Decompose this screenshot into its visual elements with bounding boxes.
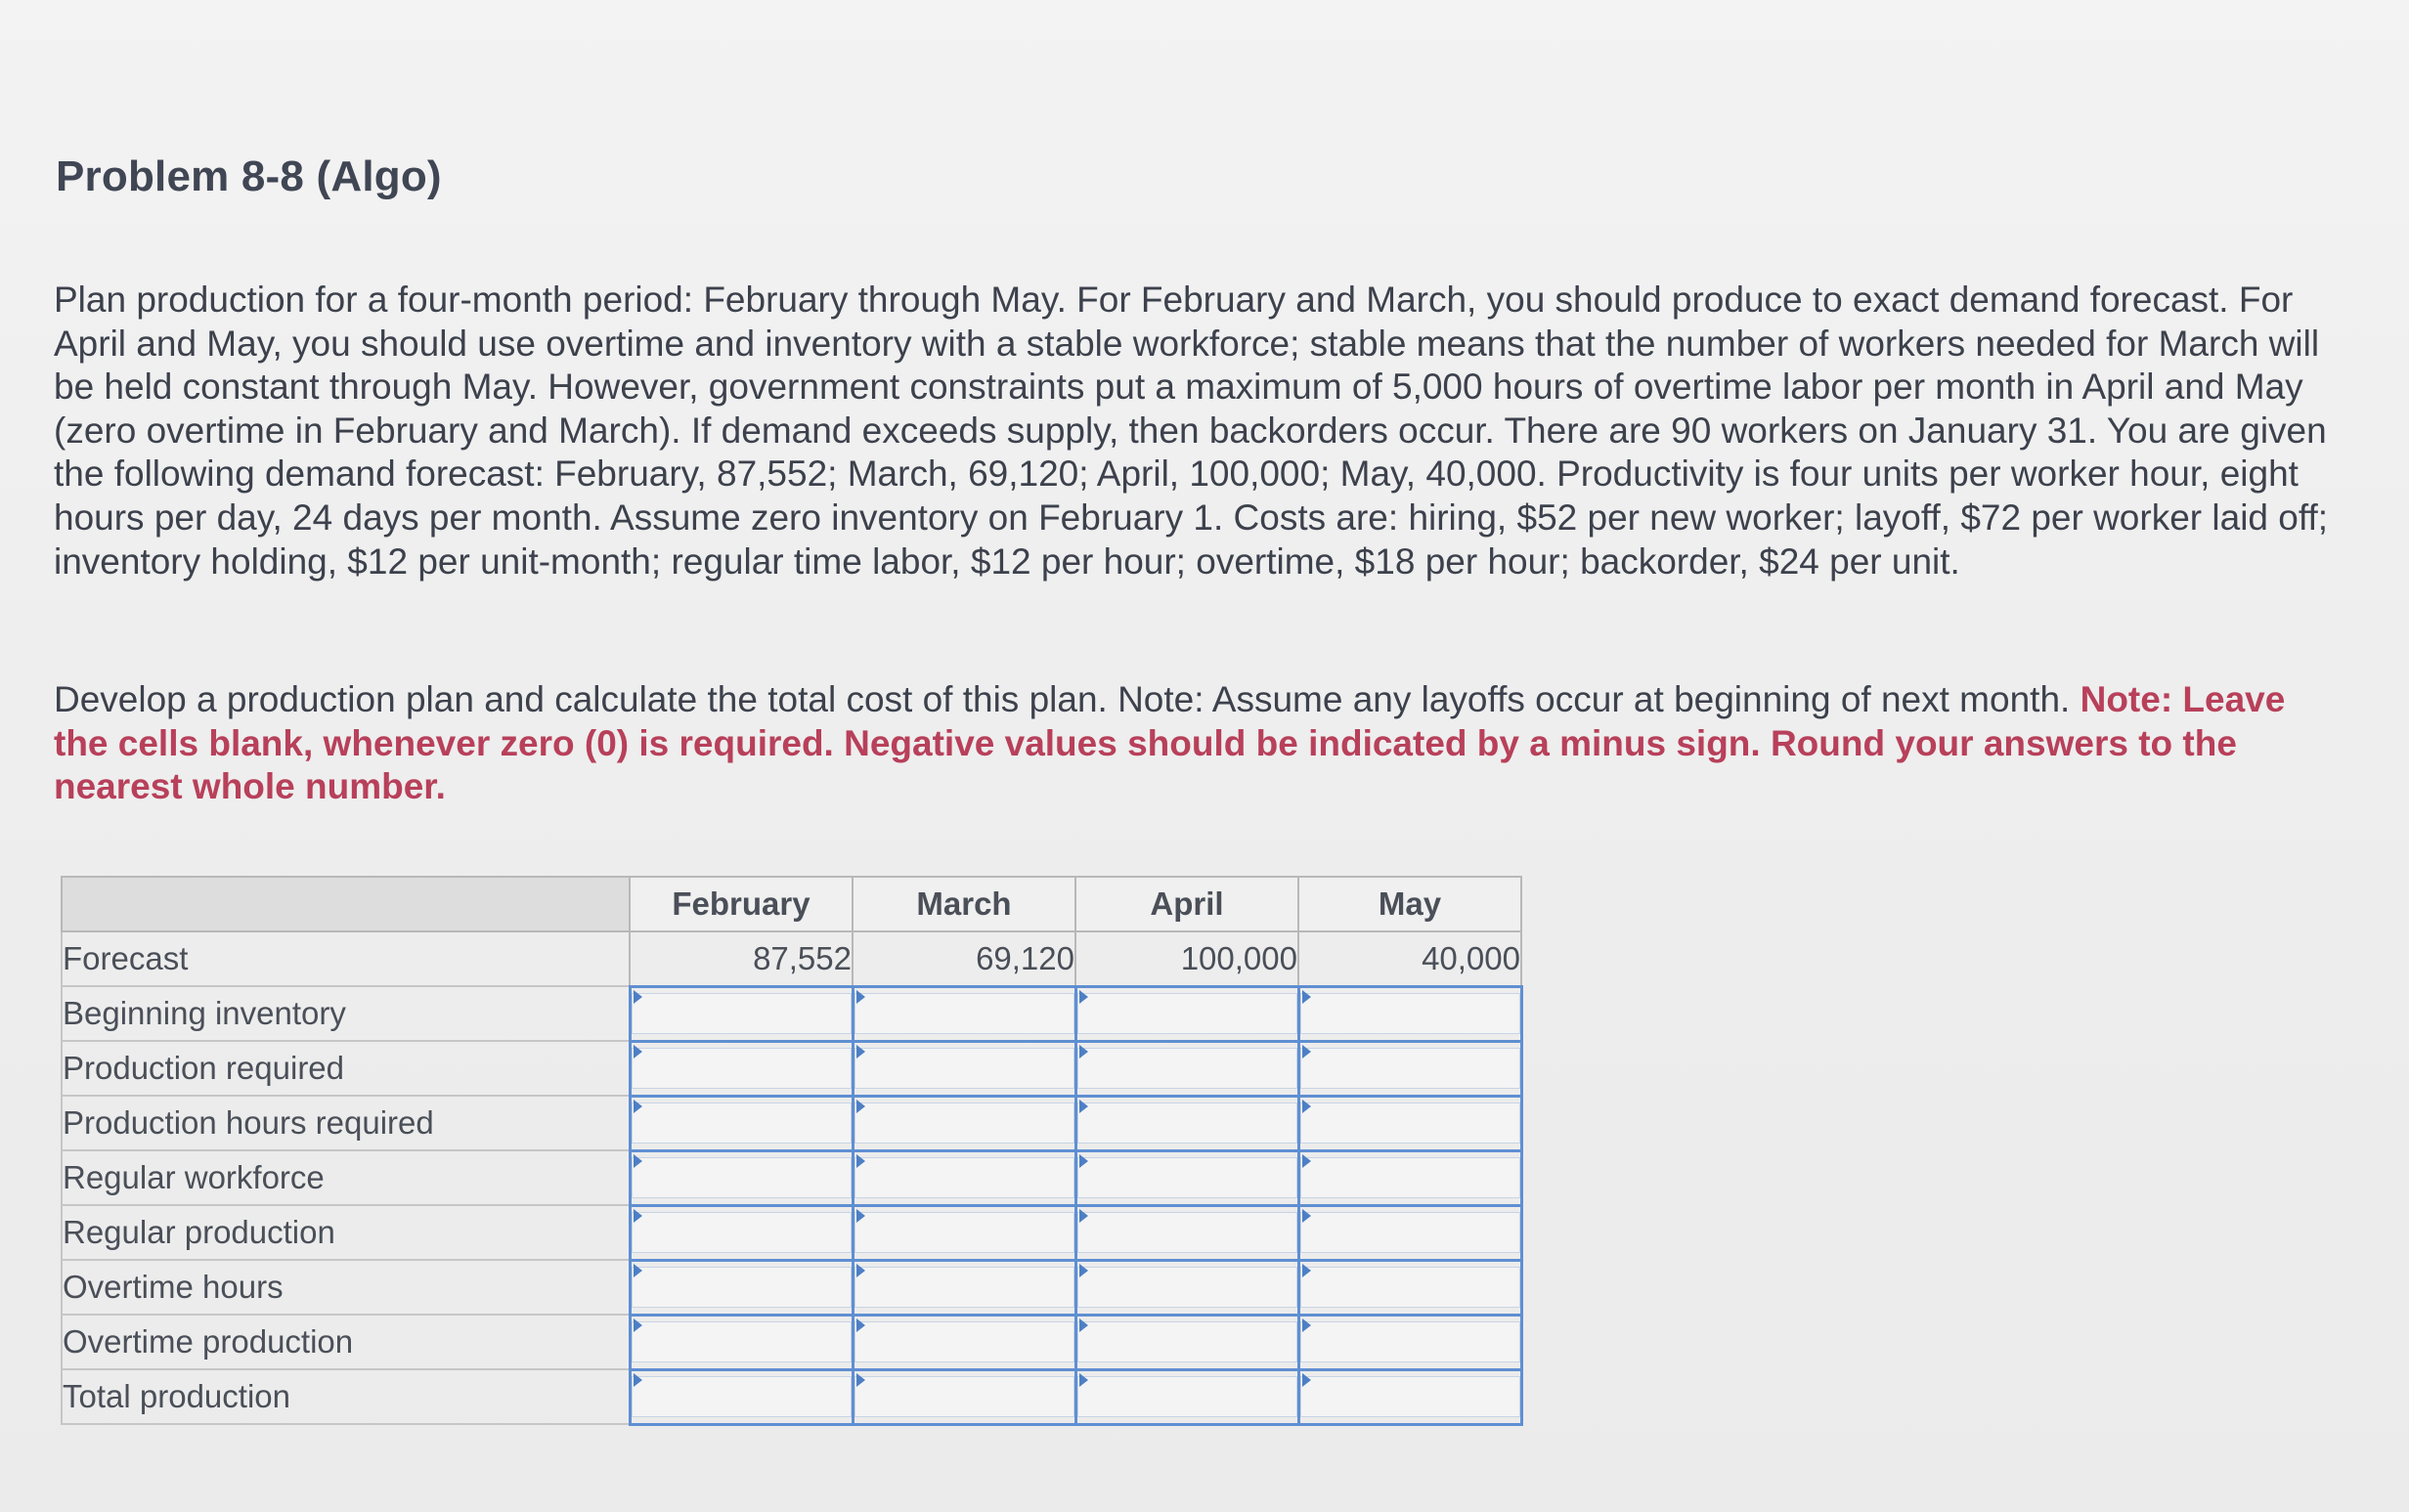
input-total-production-april[interactable]	[1077, 1376, 1297, 1417]
input-marker-icon	[856, 1373, 865, 1387]
input-marker-icon	[1302, 1045, 1311, 1058]
table-row-overtime-hours	[62, 1260, 1521, 1315]
input-regular-production-february[interactable]	[632, 1212, 852, 1253]
input-marker-icon	[634, 1045, 642, 1058]
input-overtime-production-february[interactable]	[632, 1321, 852, 1362]
cell-overtime-hours-february	[630, 1260, 853, 1315]
table-row-regular-production	[62, 1205, 1521, 1260]
cell-regular-production-april	[1075, 1205, 1298, 1260]
row-label-overtime-production: Overtime production	[62, 1315, 630, 1369]
input-marker-icon	[634, 1318, 642, 1332]
cell-beginning-inventory-february	[630, 986, 853, 1041]
cell-overtime-hours-march	[853, 1260, 1075, 1315]
row-label-overtime-hours: Overtime hours	[62, 1260, 630, 1315]
input-marker-icon	[1302, 1373, 1311, 1387]
input-production-hours-required-march[interactable]	[854, 1102, 1074, 1144]
input-total-production-february[interactable]	[632, 1376, 852, 1417]
input-regular-workforce-february[interactable]	[632, 1157, 852, 1198]
input-marker-icon	[1079, 1154, 1088, 1168]
input-overtime-production-may[interactable]	[1300, 1321, 1520, 1362]
input-marker-icon	[1302, 1264, 1311, 1277]
problem-description: Plan production for a four-month period: February through May. For February and March, you should produce to exact demand forecast. For April and May, you should use overtime and inventory with a stable workforce; stable means that the number of workers needed for March will be held constant through May. However, government constraints put a maximum of 5,000 hours of overtime labor per month in April and May (zero overtime in February and March). If demand exceeds supply, then backorders occur. There are 90 workers on January 31. You are given the following demand forecast: February, 87,552; March, 69,120; April, 100,000; May, 40,000. Productivity is four units per worker hour, eight hours per day, 24 days per month. Assume zero inventory on February 1. Costs are: hiring, $52 per new worker; layoff, $72 per worker laid off; inventory holding, $12 per unit-month; regular time labor, $12 per hour; overtime, $18 per hour; backorder, $24 per unit.	[54, 280, 2329, 582]
input-production-hours-required-february[interactable]	[632, 1102, 852, 1144]
cell-regular-production-march	[853, 1205, 1075, 1260]
input-beginning-inventory-february[interactable]	[632, 993, 852, 1034]
row-label-forecast: Forecast	[62, 931, 630, 986]
cell-total-production-may	[1298, 1369, 1521, 1424]
input-marker-icon	[1079, 1264, 1088, 1277]
cell-overtime-hours-april	[1075, 1260, 1298, 1315]
forecast-may: 40,000	[1298, 931, 1521, 986]
cell-regular-workforce-april	[1075, 1150, 1298, 1205]
cell-production-required-march	[853, 1041, 1075, 1096]
forecast-march: 69,120	[853, 931, 1075, 986]
header-row	[62, 877, 1521, 931]
input-marker-icon	[856, 1209, 865, 1223]
cell-regular-workforce-february	[630, 1150, 853, 1205]
header-march: March	[853, 877, 1075, 931]
input-overtime-hours-april[interactable]	[1077, 1267, 1297, 1308]
input-marker-icon	[1302, 990, 1311, 1004]
production-plan-table	[61, 876, 1523, 1426]
input-regular-production-may[interactable]	[1300, 1212, 1520, 1253]
input-marker-icon	[634, 990, 642, 1004]
header-april: April	[1075, 877, 1298, 931]
input-beginning-inventory-april[interactable]	[1077, 993, 1297, 1034]
input-marker-icon	[1079, 1373, 1088, 1387]
input-regular-workforce-may[interactable]	[1300, 1157, 1520, 1198]
row-label-production-hours-required: Production hours required	[62, 1096, 630, 1150]
cell-production-required-may	[1298, 1041, 1521, 1096]
input-overtime-hours-may[interactable]	[1300, 1267, 1520, 1308]
input-overtime-production-march[interactable]	[854, 1321, 1074, 1362]
input-regular-production-april[interactable]	[1077, 1212, 1297, 1253]
input-marker-icon	[856, 1318, 865, 1332]
cell-production-hours-required-april	[1075, 1096, 1298, 1150]
input-production-hours-required-may[interactable]	[1300, 1102, 1520, 1144]
problem-title: Problem 8-8 (Algo)	[56, 152, 442, 200]
input-total-production-march[interactable]	[854, 1376, 1074, 1417]
table-row-regular-workforce	[62, 1150, 1521, 1205]
input-marker-icon	[634, 1264, 642, 1277]
input-regular-workforce-april[interactable]	[1077, 1157, 1297, 1198]
forecast-february: 87,552	[630, 931, 853, 986]
cell-total-production-february	[630, 1369, 853, 1424]
input-marker-icon	[1079, 990, 1088, 1004]
cell-production-required-april	[1075, 1041, 1298, 1096]
cell-overtime-production-march	[853, 1315, 1075, 1369]
input-beginning-inventory-may[interactable]	[1300, 993, 1520, 1034]
cell-production-hours-required-may	[1298, 1096, 1521, 1150]
input-overtime-hours-march[interactable]	[854, 1267, 1074, 1308]
row-label-beginning-inventory: Beginning inventory	[62, 986, 630, 1041]
row-label-regular-workforce: Regular workforce	[62, 1150, 630, 1205]
input-production-hours-required-april[interactable]	[1077, 1102, 1297, 1144]
input-beginning-inventory-march[interactable]	[854, 993, 1074, 1034]
input-regular-workforce-march[interactable]	[854, 1157, 1074, 1198]
input-marker-icon	[634, 1100, 642, 1113]
input-marker-icon	[856, 1154, 865, 1168]
table-row-production-hours-required	[62, 1096, 1521, 1150]
input-marker-icon	[856, 1100, 865, 1113]
cell-regular-workforce-may	[1298, 1150, 1521, 1205]
input-marker-icon	[634, 1209, 642, 1223]
input-marker-icon	[634, 1373, 642, 1387]
cell-regular-production-may	[1298, 1205, 1521, 1260]
table-row-production-required	[62, 1041, 1521, 1096]
row-label-total-production: Total production	[62, 1369, 630, 1424]
input-marker-icon	[1302, 1209, 1311, 1223]
table-row-overtime-production	[62, 1315, 1521, 1369]
input-total-production-may[interactable]	[1300, 1376, 1520, 1417]
forecast-april: 100,000	[1075, 931, 1298, 986]
table-row-beginning-inventory	[62, 986, 1521, 1041]
header-february: February	[630, 877, 853, 931]
cell-total-production-april	[1075, 1369, 1298, 1424]
input-marker-icon	[1079, 1100, 1088, 1113]
cell-overtime-production-february	[630, 1315, 853, 1369]
row-label-production-required: Production required	[62, 1041, 630, 1096]
input-marker-icon	[1079, 1045, 1088, 1058]
cell-regular-production-february	[630, 1205, 853, 1260]
table-row-total-production	[62, 1369, 1521, 1424]
input-marker-icon	[856, 1045, 865, 1058]
input-marker-icon	[1079, 1209, 1088, 1223]
cell-beginning-inventory-april	[1075, 986, 1298, 1041]
row-label-regular-production: Regular production	[62, 1205, 630, 1260]
input-overtime-hours-february[interactable]	[632, 1267, 852, 1308]
cell-production-hours-required-march	[853, 1096, 1075, 1150]
input-marker-icon	[856, 1264, 865, 1277]
input-production-required-may[interactable]	[1300, 1048, 1520, 1089]
cell-production-hours-required-february	[630, 1096, 853, 1150]
cell-beginning-inventory-march	[853, 986, 1075, 1041]
instructions-text: Develop a production plan and calculate the total cost of this plan. Note: Assume any layoffs occur at beginning of next month.	[54, 679, 2071, 719]
production-plan-table-wrap	[61, 876, 1523, 1426]
input-production-required-april[interactable]	[1077, 1048, 1297, 1089]
input-overtime-production-april[interactable]	[1077, 1321, 1297, 1362]
input-marker-icon	[1079, 1318, 1088, 1332]
input-regular-production-march[interactable]	[854, 1212, 1074, 1253]
input-marker-icon	[856, 990, 865, 1004]
cell-total-production-march	[853, 1369, 1075, 1424]
cell-overtime-hours-may	[1298, 1260, 1521, 1315]
header-corner-cell	[62, 877, 630, 931]
input-production-required-march[interactable]	[854, 1048, 1074, 1089]
cell-overtime-production-may	[1298, 1315, 1521, 1369]
cell-beginning-inventory-may	[1298, 986, 1521, 1041]
input-production-required-february[interactable]	[632, 1048, 852, 1089]
cell-regular-workforce-march	[853, 1150, 1075, 1205]
cell-production-required-february	[630, 1041, 853, 1096]
instructions	[54, 678, 2342, 809]
input-marker-icon	[1302, 1154, 1311, 1168]
header-may: May	[1298, 877, 1521, 931]
input-marker-icon	[634, 1154, 642, 1168]
cell-overtime-production-april	[1075, 1315, 1298, 1369]
instructions-note: Note: Leave the cells blank, whenever zero (0) is required. Negative values should be indicated by a minus sign. Round your answers to the nearest whole number.	[54, 679, 2286, 807]
input-marker-icon	[1302, 1318, 1311, 1332]
forecast-row	[62, 931, 1521, 986]
input-marker-icon	[1302, 1100, 1311, 1113]
